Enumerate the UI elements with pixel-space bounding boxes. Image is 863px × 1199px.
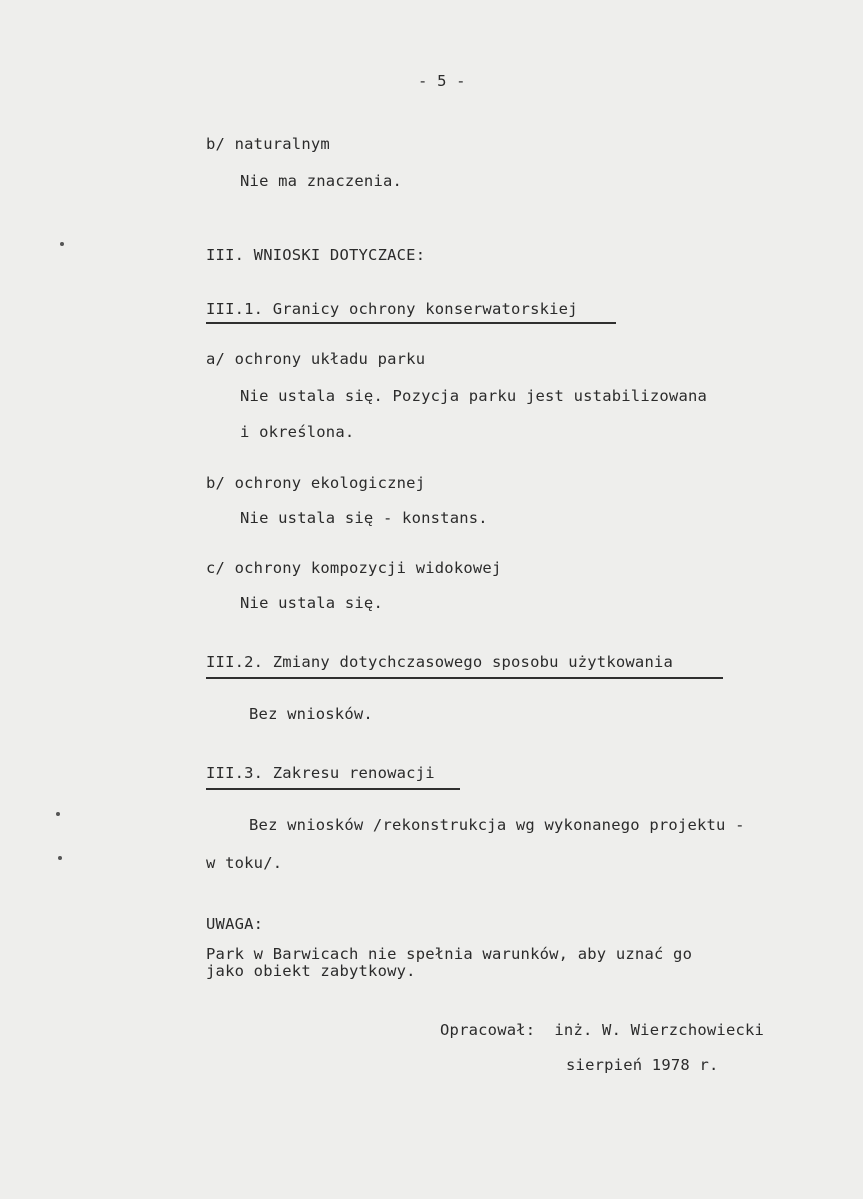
section-iii-3-text-line-2: w toku/. xyxy=(206,854,283,872)
margin-punch-mark xyxy=(58,856,62,860)
section-iii-3-heading: III.3. Zakresu renowacji xyxy=(206,764,435,782)
margin-punch-mark xyxy=(60,242,64,246)
item-b-natural-label: b/ naturalnym xyxy=(206,135,330,153)
item-a-text-line-1: Nie ustala się. Pozycja parku jest ustabilizowana xyxy=(240,387,708,405)
item-c-text: Nie ustala się. xyxy=(240,594,383,612)
item-b-label: b/ ochrony ekologicznej xyxy=(206,474,426,492)
page-number: - 5 - xyxy=(418,72,466,90)
section-iii-2-heading: III.2. Zmiany dotychczasowego sposobu użytkowania xyxy=(206,653,674,671)
section-iii-heading: III. WNIOSKI DOTYCZACE: xyxy=(206,246,426,264)
section-iii-2-text: Bez wniosków. xyxy=(249,705,373,723)
margin-punch-mark xyxy=(56,812,60,816)
prepared-by-signature: Opracował: inż. W. Wierzchowiecki xyxy=(440,1021,765,1039)
note-label: UWAGA: xyxy=(206,915,264,933)
item-a-label: a/ ochrony układu parku xyxy=(206,350,426,368)
section-iii-3-underline xyxy=(206,788,460,790)
note-text-line-1: Park w Barwicach nie spełnia warunków, aby uznać go xyxy=(206,945,693,963)
section-iii-2-underline xyxy=(206,677,723,679)
item-b-natural-text: Nie ma znaczenia. xyxy=(240,172,403,190)
section-iii-1-heading: III.1. Granicy ochrony konserwatorskiej xyxy=(206,300,578,318)
section-iii-1-underline xyxy=(206,322,616,324)
signature-date: sierpień 1978 r. xyxy=(566,1056,719,1074)
item-c-label: c/ ochrony kompozycji widokowej xyxy=(206,559,502,577)
item-b-text: Nie ustala się - konstans. xyxy=(240,509,488,527)
item-a-text-line-2: i określona. xyxy=(240,423,355,441)
section-iii-3-text-line-1: Bez wniosków /rekonstrukcja wg wykonanego projektu - xyxy=(249,816,745,834)
note-text-line-2: jako obiekt zabytkowy. xyxy=(206,962,416,980)
